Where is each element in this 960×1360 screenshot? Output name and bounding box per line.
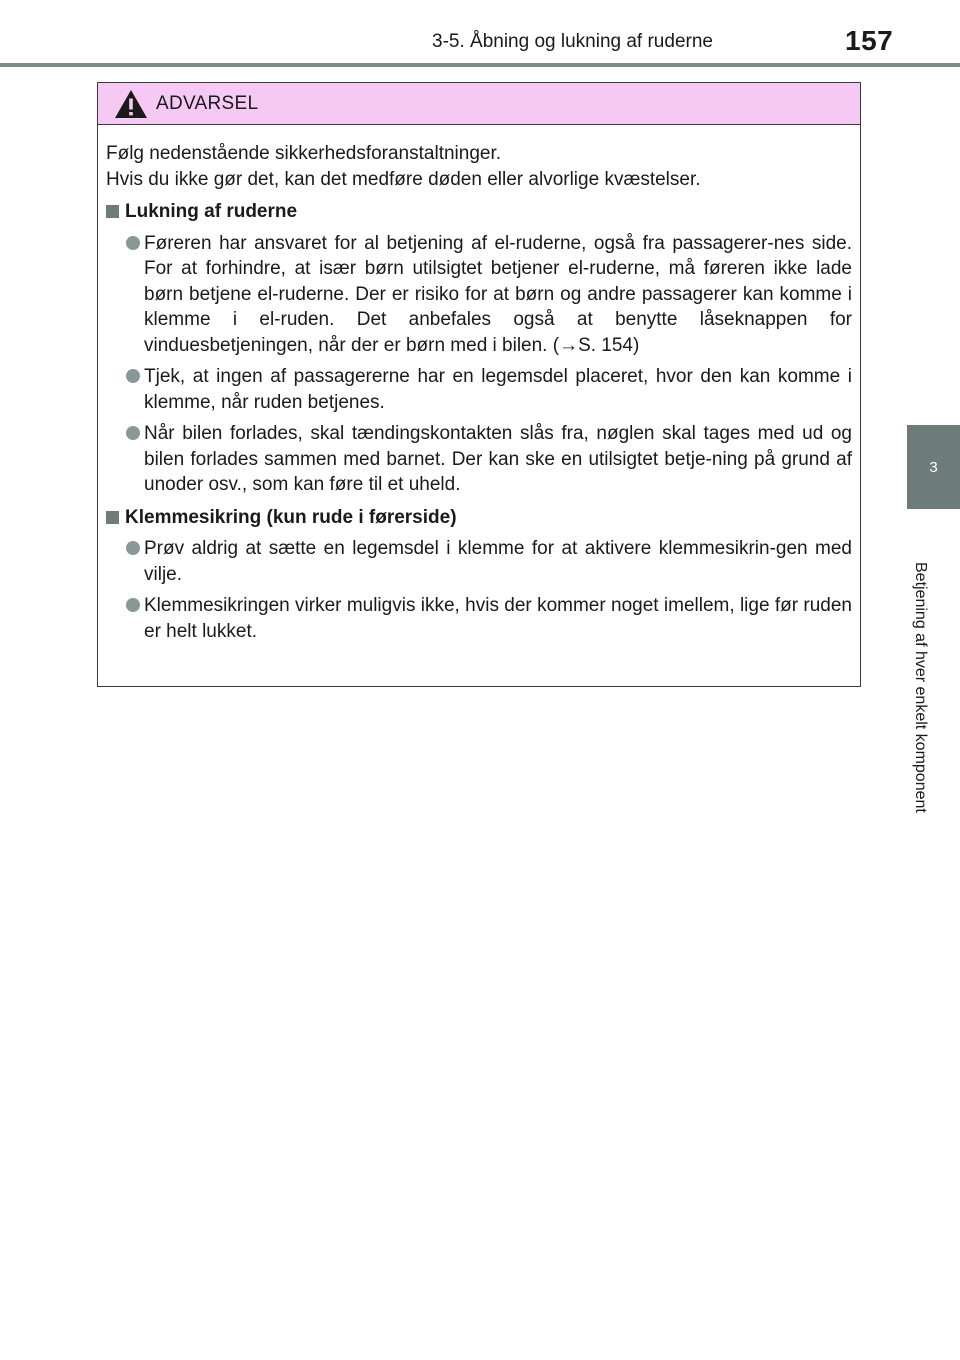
intro-line: Hvis du ikke gør det, kan det medføre døden eller alvorlige kvæstelser. bbox=[106, 168, 701, 190]
section-title-header: 3-5. Åbning og lukning af ruderne bbox=[432, 31, 713, 52]
section-heading-text: Klemmesikring (kun rude i førerside) bbox=[125, 506, 457, 528]
section-heading bbox=[106, 505, 852, 531]
chapter-title: Betjening af hver enkelt komponent bbox=[912, 561, 929, 813]
circle-bullet-icon bbox=[126, 369, 140, 383]
circle-bullet-icon bbox=[126, 541, 140, 555]
warning-header bbox=[98, 83, 860, 125]
warning-triangle-icon bbox=[114, 89, 148, 119]
warning-intro bbox=[106, 141, 852, 192]
intro-line: Følg nedenstående sikkerhedsforanstaltninger. bbox=[106, 143, 502, 164]
section-heading-text: Lukning af ruderne bbox=[125, 201, 298, 222]
list-item bbox=[106, 593, 852, 644]
list-item-text: Prøv aldrig at sætte en legemsdel i klemme for at aktivere klemmesikrin-gen med vilje. bbox=[144, 538, 852, 585]
list-item bbox=[106, 364, 852, 415]
list-item-text: Føreren har ansvaret for al betjening af el-ruderne, også fra passagerer-nes side. For at forhindre, at især børn utilsigtet betjener el-ruderne, må føreren ikke lade børn betjene el-ruderne. Der er risiko for at børn og andre passagerer kan komme i klemme i el-ruden. Det anbefales også at benytte låseknappen for vinduesbetjeningen, når der er børn med i bilen. (→S. 154) bbox=[144, 232, 852, 356]
square-bullet-icon bbox=[106, 205, 119, 218]
warning-label: ADVARSEL bbox=[156, 92, 259, 114]
chapter-title-vertical bbox=[888, 522, 952, 852]
chapter-number: 3 bbox=[929, 458, 938, 476]
list-item-text: Tjek, at ingen af passagererne har en legemsdel placeret, hvor den kan komme i klemme, når ruden betjenes. bbox=[144, 366, 852, 413]
circle-bullet-icon bbox=[126, 598, 140, 612]
list-item bbox=[106, 536, 852, 587]
square-bullet-icon bbox=[106, 511, 119, 524]
list-item-text: Klemmesikringen virker muligvis ikke, hvis der kommer noget imellem, lige før ruden er helt lukket. bbox=[144, 595, 852, 642]
header-divider bbox=[0, 63, 960, 67]
list-item bbox=[106, 421, 852, 498]
circle-bullet-icon bbox=[126, 236, 140, 250]
warning-box bbox=[97, 82, 861, 687]
list-item-text: Når bilen forlades, skal tændingskontakten slås fra, nøglen skal tages med ud og bilen forlades sammen med barnet. Der kan ske en utilsigtet betje-ning på grund af unoder osv., som kan føre til et uheld. bbox=[144, 423, 852, 495]
chapter-tab bbox=[907, 425, 960, 509]
section-heading bbox=[106, 199, 852, 225]
circle-bullet-icon bbox=[126, 426, 140, 440]
list-item bbox=[106, 231, 852, 359]
warning-body bbox=[98, 125, 860, 644]
page-number: 157 bbox=[845, 25, 894, 56]
